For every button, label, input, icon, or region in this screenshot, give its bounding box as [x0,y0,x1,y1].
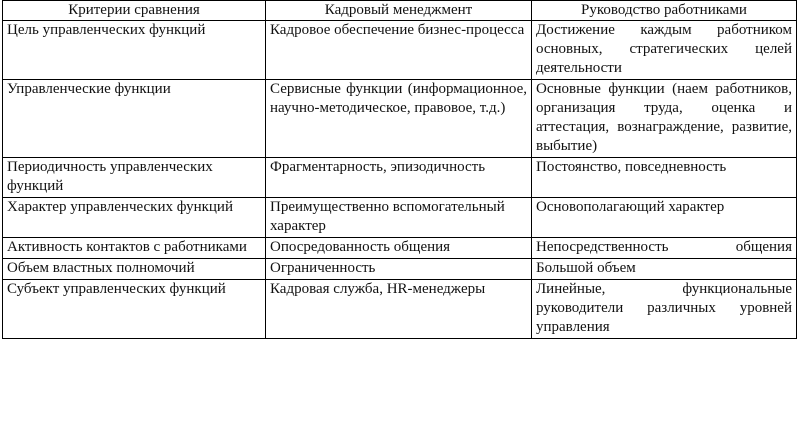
employee-leadership-cell: Линейные, функциональные руководители различных уровней управления [532,280,797,339]
hr-management-cell: Кадровое обеспечение бизнес-процесса [266,21,532,80]
table-row [3,280,797,339]
hr-management-cell: Кадровая служба, HR-менеджеры [266,280,532,339]
criteria-cell: Активность контактов с работниками [3,238,266,259]
hr-management-cell: Сервисные функции (информационное, научно-методическое, правовое, т.д.) [266,80,532,158]
criteria-cell: Субъект управленческих функций [3,280,266,339]
criteria-cell: Объем властных полномочий [3,259,266,280]
employee-leadership-cell: Непосредственность общения [532,238,797,259]
employee-leadership-cell: Достижение каждым работником основных, стратегических целей деятельности [532,21,797,80]
employee-leadership-cell: Постоянство, повседневность [532,158,797,198]
comparison-table [2,0,797,339]
table-row [3,238,797,259]
table-row [3,21,797,80]
header-hr-management: Кадровый менеджмент [266,1,532,21]
criteria-cell: Управленческие функции [3,80,266,158]
criteria-cell: Периодичность управленческих функций [3,158,266,198]
hr-management-cell: Фрагментарность, эпизодичность [266,158,532,198]
table-row [3,198,797,238]
hr-management-cell: Опосредованность общения [266,238,532,259]
criteria-cell: Цель управленческих функций [3,21,266,80]
employee-leadership-cell: Большой объем [532,259,797,280]
employee-leadership-cell: Основополагающий характер [532,198,797,238]
table-header-row [3,1,797,21]
criteria-cell: Характер управленческих функций [3,198,266,238]
table-row [3,158,797,198]
header-employee-leadership: Руководство работниками [532,1,797,21]
table-row [3,80,797,158]
header-criteria: Критерии сравнения [3,1,266,21]
hr-management-cell: Преимущественно вспомогательный характер [266,198,532,238]
employee-leadership-cell: Основные функции (наем работников, организация труда, оценка и аттестация, вознаграждение, развитие, выбытие) [532,80,797,158]
hr-management-cell: Ограниченность [266,259,532,280]
table-row [3,259,797,280]
